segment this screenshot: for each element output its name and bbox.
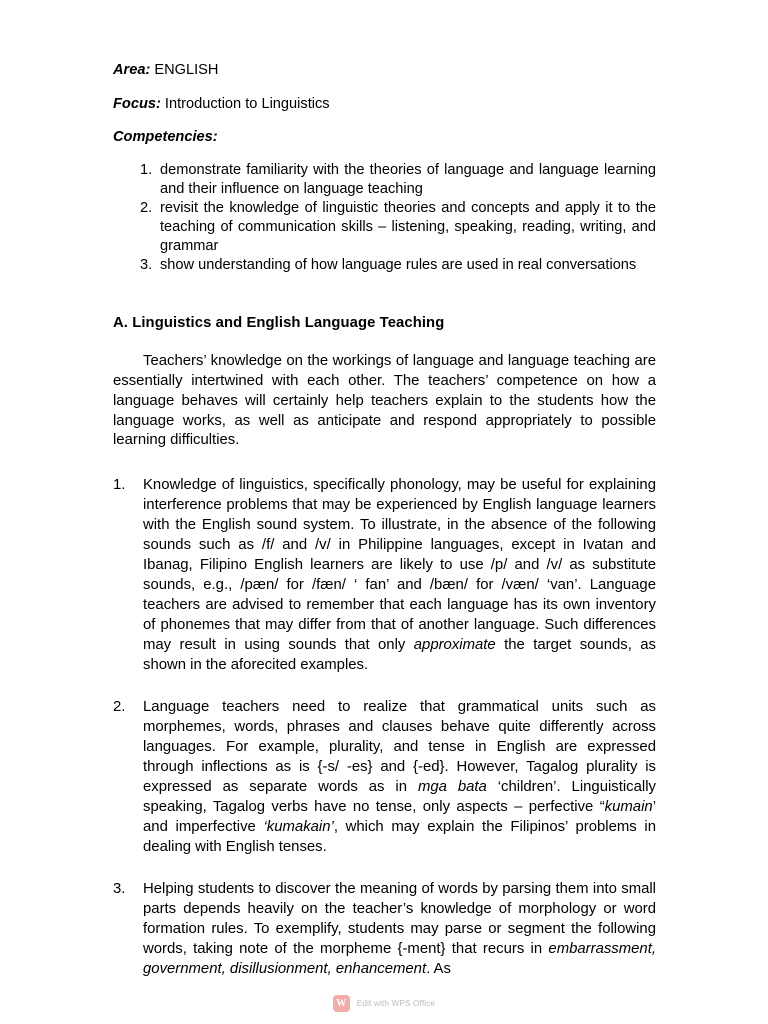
item-number: 2. <box>113 699 126 716</box>
item-number: 3. <box>113 880 126 897</box>
competency-text: demonstrate familiarity with the theories of language and language learning and their influence on language teaching <box>160 161 656 197</box>
item-body: Helping students to discover the meaning of words by parsing them into small parts depends heavily on the teacher’s knowledge of morphology or word formation rules. To exemplify, students may parse or segment the following words, taking note of the morpheme {-ment} that recurs in embarrassment, government, disillusionment, enhancement. As <box>143 880 656 977</box>
wps-logo-letter: W <box>336 997 347 1009</box>
list-item <box>113 256 656 275</box>
competencies-label: Competencies: <box>113 129 218 146</box>
wps-logo-icon <box>333 995 350 1012</box>
focus-label: Focus: <box>113 95 161 112</box>
list-item <box>113 199 656 256</box>
list-item <box>113 698 656 858</box>
item-number: 1. <box>113 477 126 494</box>
document-content <box>113 63 656 980</box>
competency-number: 2. <box>140 199 153 216</box>
main-numbered-list <box>113 476 656 979</box>
competency-text: revisit the knowledge of linguistic theories and concepts and apply it to the teaching of communication skills – listening, speaking, reading, writing, and grammar <box>160 199 656 254</box>
list-item <box>113 161 656 199</box>
list-item <box>113 880 656 980</box>
item-body: Knowledge of linguistics, specifically phonology, may be useful for explaining interference problems that may be experienced by English language learners with the English sound system. To illustrate, in the absence of the following sounds such as /f/ and /v/ in Philippine languages, except in Ivatan and Ibanag, Filipino English learners are likely to use /p/ and /v/ as substitute sounds, e.g., /pæn/ for /fæn/ ‘ fan’ and /bæn/ for /væn/ ‘van’. Language teachers are advised to remember that each language has its own inventory of phonemes that may differ from that of another language. Such differences may result in using sounds that only approximate the target sounds, as shown in the aforecited examples. <box>143 477 656 674</box>
area-value: ENGLISH <box>154 62 219 78</box>
area-label: Area: <box>113 62 151 78</box>
wps-office-watermark[interactable] <box>0 995 768 1012</box>
focus-line <box>113 97 656 112</box>
competency-number: 3. <box>140 256 153 273</box>
competency-text: show understanding of how language rules are used in real conversations <box>160 256 637 273</box>
list-item <box>113 476 656 676</box>
area-line <box>113 63 656 78</box>
competencies-line <box>113 130 656 145</box>
section-heading: A. Linguistics and English Language Teaching <box>113 314 445 331</box>
intro-paragraph: Teachers’ knowledge on the workings of language and language teaching are essentially intertwined with each other. The teachers’ competence on how a language behaves will certainly help teachers explain to the students how the language works, as well as anticipate and respond appropriately to possible learning difficulties. <box>113 352 656 449</box>
competencies-list <box>113 161 656 275</box>
wps-watermark-label: Edit with WPS Office <box>356 999 436 1008</box>
focus-value: Introduction to Linguistics <box>164 95 330 112</box>
competency-number: 1. <box>140 161 153 178</box>
item-body: Language teachers need to realize that grammatical units such as morphemes, words, phrases and clauses behave quite differently across languages. For example, plurality, and tense in English are expressed through inflections as is {-s/ -es} and {-ed}. However, Tagalog plurality is expressed as separate words as in mga bata ‘children’. Linguistically speaking, Tagalog verbs have no tense, only aspects – perfective “kumain’ and imperfective ‘kumakain’, which may explain the Filipinos’ problems in dealing with English tenses. <box>143 699 656 855</box>
